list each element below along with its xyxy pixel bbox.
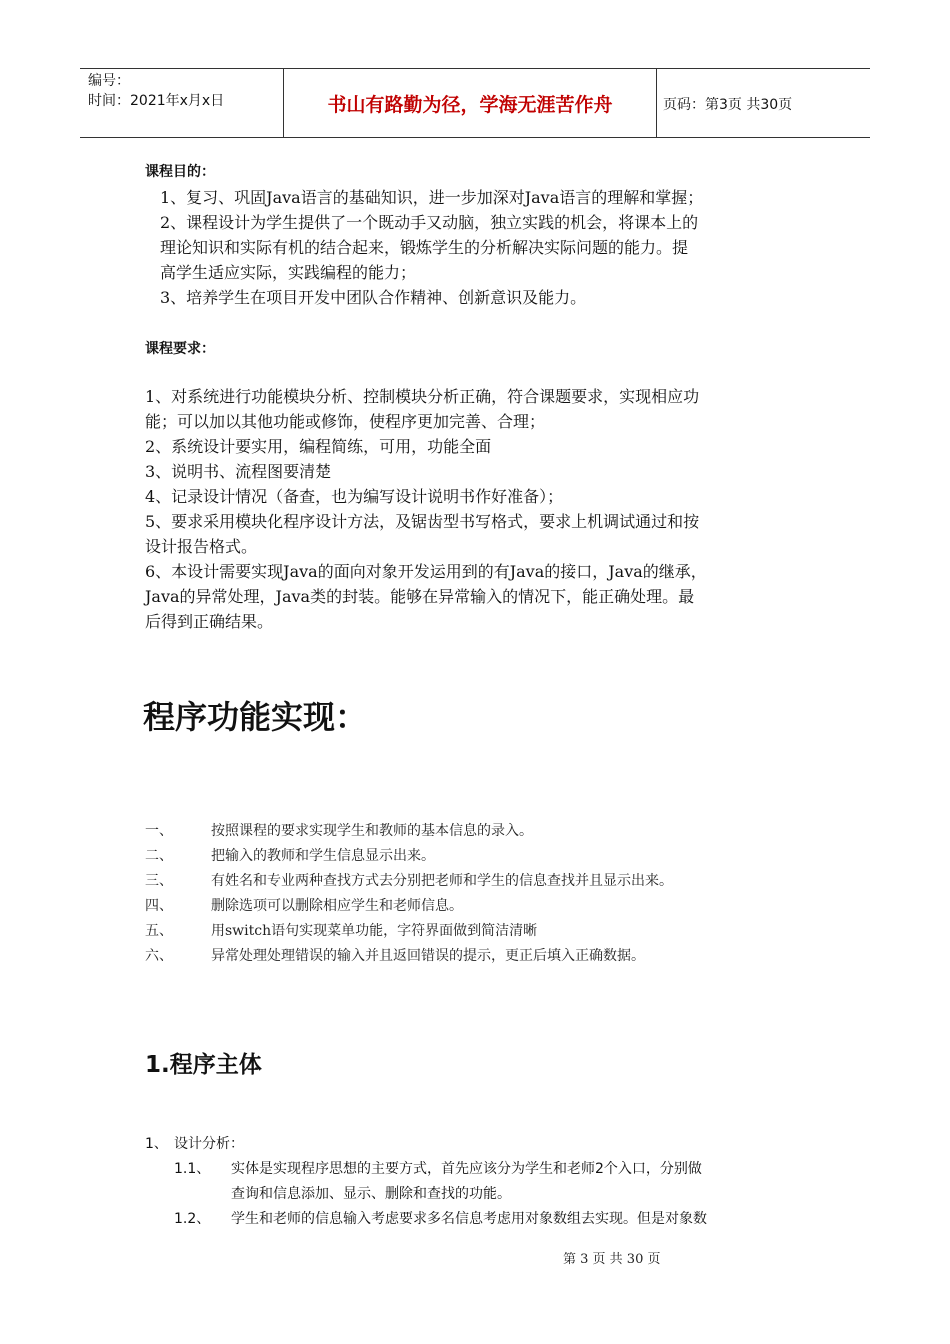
header-info-cell bbox=[80, 69, 283, 137]
analysis-number: 1、 bbox=[145, 1136, 168, 1152]
requirements-line: 1、对系统进行功能模块分析、控制模块分析正确，符合课题要求，实现相应功 bbox=[145, 387, 700, 406]
section-heading: 1.程序主体 bbox=[145, 1052, 262, 1078]
page-header bbox=[80, 68, 870, 138]
function-item-number: 二、 bbox=[145, 848, 173, 864]
page-footer: 第 3 页 共 30 页 bbox=[563, 1252, 661, 1267]
function-item-number: 四、 bbox=[145, 898, 173, 914]
requirements-line: Java的异常处理，Java类的封装。能够在异常输入的情况下，能正确处理。最 bbox=[145, 587, 695, 606]
purpose-line: 1、复习、巩固Java语言的基础知识，进一步加深对Java语言的理解和掌握； bbox=[160, 188, 704, 207]
functions-heading: 程序功能实现： bbox=[143, 698, 368, 736]
subsection-line: 实体是实现程序思想的主要方式，首先应该分为学生和老师2个入口，分别做 bbox=[231, 1161, 702, 1177]
purpose-line: 理论知识和实际有机的结合起来，锻炼学生的分析解决实际问题的能力。提 bbox=[160, 238, 689, 257]
header-motto: 书山有路勤为径，学海无涯苦作舟 bbox=[283, 69, 657, 137]
requirements-line: 6、本设计需要实现Java的面向对象开发运用到的有Java的接口，Java的继承， bbox=[145, 562, 707, 581]
purpose-line: 2、课程设计为学生提供了一个既动手又动脑，独立实践的机会，将课本上的 bbox=[160, 213, 699, 232]
header-page-label: 页码：第3页 共30页 bbox=[663, 97, 793, 113]
requirements-heading: 课程要求： bbox=[145, 341, 215, 357]
function-item-text: 按照课程的要求实现学生和教师的基本信息的录入。 bbox=[211, 823, 533, 839]
subsection-line: 查询和信息添加、显示、删除和查找的功能。 bbox=[231, 1186, 511, 1202]
function-item-text: 把输入的教师和学生信息显示出来。 bbox=[211, 848, 435, 864]
requirements-line: 3、说明书、流程图要清楚 bbox=[145, 462, 332, 481]
function-item-text: 用switch语句实现菜单功能，字符界面做到简洁清晰 bbox=[211, 923, 538, 939]
requirements-line: 设计报告格式。 bbox=[145, 537, 258, 556]
requirements-line: 4、记录设计情况（备查，也为编写设计说明书作好准备）； bbox=[145, 487, 564, 506]
requirements-line: 5、要求采用模块化程序设计方法，及锯齿型书写格式，要求上机调试通过和按 bbox=[145, 512, 700, 531]
analysis-label: 设计分析： bbox=[174, 1136, 244, 1152]
function-item-number: 三、 bbox=[145, 873, 173, 889]
function-item-text: 异常处理处理错误的输入并且返回错误的提示，更正后填入正确数据。 bbox=[211, 948, 645, 964]
purpose-line: 高学生适应实际，实践编程的能力； bbox=[160, 263, 417, 282]
header-time-label: 时间：2021年x月x日 bbox=[88, 93, 225, 109]
subsection-line: 学生和老师的信息输入考虑要求多名信息考虑用对象数组去实现。但是对象数 bbox=[231, 1211, 707, 1227]
function-item-number: 一、 bbox=[145, 823, 173, 839]
function-item-text: 有姓名和专业两种查找方式去分别把老师和学生的信息查找并且显示出来。 bbox=[211, 873, 673, 889]
requirements-line: 2、系统设计要实用，编程简练，可用，功能全面 bbox=[145, 437, 492, 456]
requirements-line: 后得到正确结果。 bbox=[145, 612, 274, 631]
purpose-heading: 课程目的： bbox=[145, 164, 215, 180]
function-item-text: 删除选项可以删除相应学生和老师信息。 bbox=[211, 898, 463, 914]
subsection-number: 1.2、 bbox=[174, 1211, 211, 1227]
header-number-label: 编号： bbox=[88, 73, 130, 89]
purpose-line: 3、培养学生在项目开发中团队合作精神、创新意识及能力。 bbox=[160, 288, 587, 307]
requirements-line: 能；可以加以其他功能或修饰，使程序更加完善、合理； bbox=[145, 412, 546, 431]
subsection-number: 1.1、 bbox=[174, 1161, 211, 1177]
function-item-number: 五、 bbox=[145, 923, 173, 939]
function-item-number: 六、 bbox=[145, 948, 173, 964]
